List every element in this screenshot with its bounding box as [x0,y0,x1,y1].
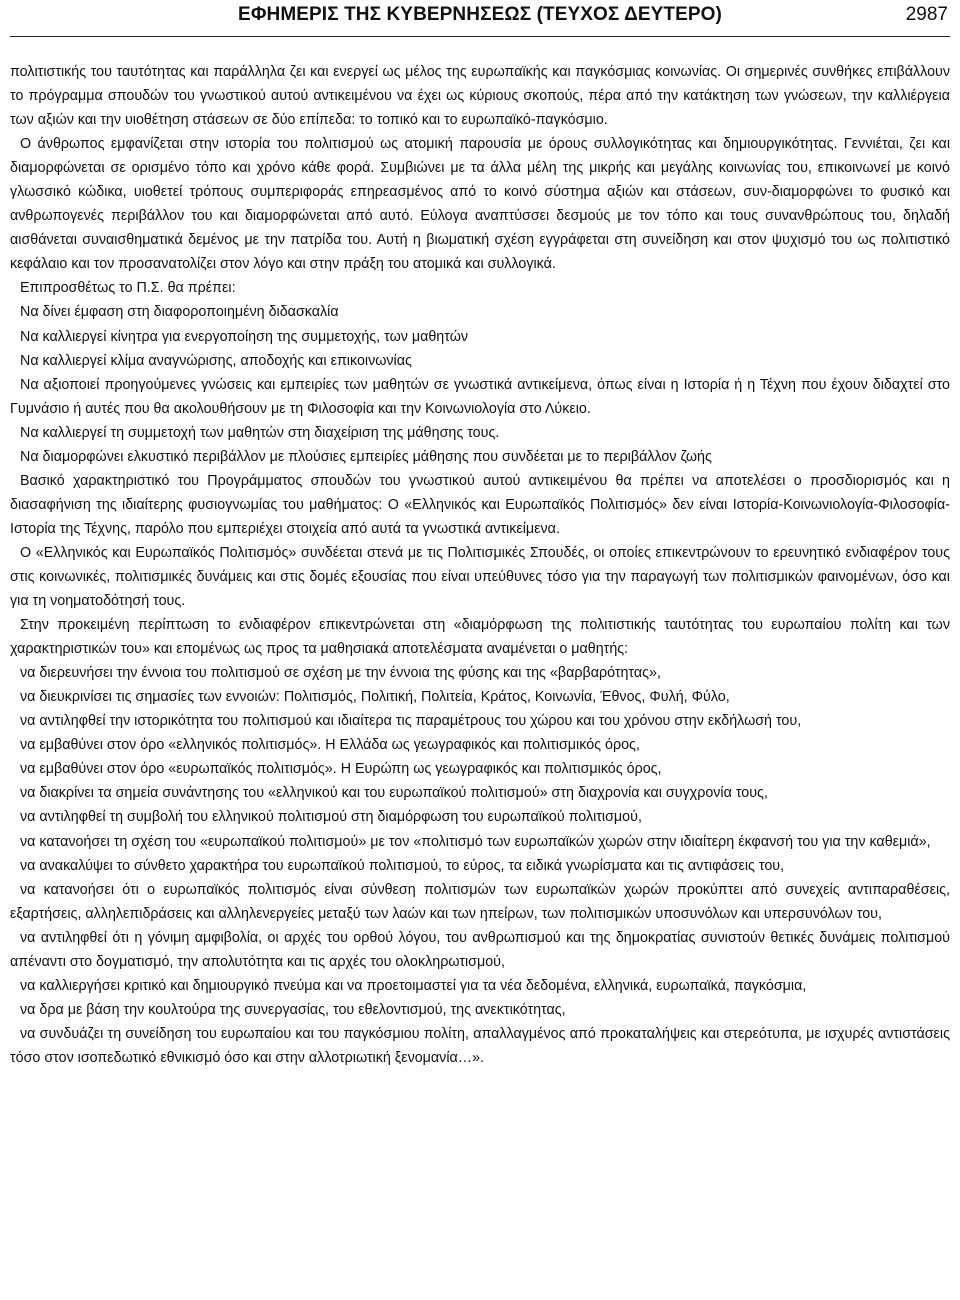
list-item: να ανακαλύψει το σύνθετο χαρακτήρα του ευρωπαϊκού πολιτισμού, το εύρος, τα ειδικά γνωρίσματα και τις αντιφάσεις του, [20,857,785,874]
list-item: Να αξιοποιεί προηγούμενες γνώσεις και εμπειρίες των μαθητών σε γνωστικά αντικείμενα, όπως είναι η Ιστορία ή η Τέχνη που έχουν διδαχτεί στο Γυμνάσιο ή αυτές που θα ακολουθήσουν με τη Φιλοσοφία και την Κοινωνιολογία στο Λύκειο. [10,376,950,417]
list-item: να διερευνήσει την έννοια του πολιτισμού σε σχέση με την έννοια της φύσης και της «βαρβαρότητας», [20,665,661,682]
paragraph: Στην προκειμένη περίπτωση το ενδιαφέρον επικεντρώνεται στη «διαμόρφωση της πολιτιστικής ταυτότητας του ευρωπαίου πολίτη και των χαρακτηριστικών του» και επομένως ως προς τα μαθησιακά αποτελέσματα αναμένεται ο μαθητής: [10,617,950,658]
list-item: Να διαμορφώνει ελκυστικό περιβάλλον με πλούσιες εμπειρίες μάθησης που συνδέεται με το περιβάλλον ζωής [20,448,712,465]
paragraph: Ο «Ελληνικός και Ευρωπαϊκός Πολιτισμός» συνδέεται στενά με τις Πολιτισμικές Σπουδές, οι οποίες επικεντρώνουν το ερευνητικό ενδιαφέρον τους στις κοινωνικές, πολιτισμικές δυνάμεις και στις δομές εξουσίας που είναι υπεύθυνες τόσο για την παραγωγή των πολιτισμικών φαινομένων, όσο και για τη νοηματοδότησή τους. [10,544,950,610]
list-item: να εμβαθύνει στον όρο «ευρωπαϊκός πολιτισμός». Η Ευρώπη ως γεωγραφικός και πολιτισμικός όρος, [20,761,662,778]
list-item: Να δίνει έμφαση στη διαφοροποιημένη διδασκαλία [20,304,339,321]
paragraph: Βασικό χαρακτηριστικό του Προγράμματος σπουδών του γνωστικού αυτού αντικειμένου θα πρέπει να αποτελέσει ο προσδιορισμός και η διασαφήνιση της ιδιαίτερης φυσιογνωμίας του μαθήματος: Ο «Ελληνικός και Ευρωπαϊκός Πολιτισμός» δεν είναι Ιστορία-Κοινωνιολογία-Φιλοσοφία-Ιστορία της Τέχνης, παρόλο που εμπεριέχει στοιχεία από αυτά τα γνωστικά αντικείμενα. [10,472,950,537]
page-header [10,0,950,37]
list-item: να κατανοήσει ότι ο ευρωπαϊκός πολιτισμός είναι σύνθεση πολιτισμών των ευρωπαϊκών χωρών προκύπτει από συνεχείς αντιπαραθέσεις, εξαρτήσεις, αλληλεπιδράσεις και αλληλενεργείες μεταξύ των λαών και των ηπείρων, των πολιτισμικών υποσυνόλων και υπερσυνόλων του, [10,881,950,922]
list-item: να αντιληφθεί τη συμβολή του ελληνικού πολιτισμού στη διαμόρφωση του ευρωπαϊκού πολιτισμού, [20,809,642,826]
list-item: να αντιληφθεί ότι η γόνιμη αμφιβολία, οι αρχές του ορθού λόγου, του ανθρωπισμού και της δημοκρατίας συνιστούν θετικές δυνάμεις πολιτισμού απέναντι στο δογματισμό, την απολυτότητα και τις αρχές του ολοκληρωτισμού, [10,929,950,970]
list-item: να δρα με βάση την κουλτούρα της συνεργασίας, του εθελοντισμού, της ανεκτικότητας, [20,1001,566,1018]
paragraph: πολιτιστικής του ταυτότητας και παράλληλα ζει και ενεργεί ως μέλος της ευρωπαϊκής και παγκόσμιας κοινωνίας. Οι σημερινές συνθήκες επιβάλλουν το πρόγραμμα σπουδών του γνωστικού αυτού αντικειμένου να έχει ως κύριους σκοπούς, πέρα από την κατάκτηση των γνώσεων, την καλλιέργεια των αξιών και την υιοθέτηση στάσεων σε δύο επίπεδα: το τοπικό και το ευρωπαϊκό-παγκόσμιο. [10,64,950,129]
list-item: να διακρίνει τα σημεία συνάντησης του «ελληνικού και του ευρωπαϊκού πολιτισμού» στη διαχρονία και συγχρονία τους, [20,785,768,802]
list-item: να διευκρινίσει τις σημασίες των εννοιών: Πολιτισμός, Πολιτική, Πολιτεία, Κράτος, Κοινωνία, Έθνος, Φυλή, Φύλο, [20,689,730,706]
list-item: Να καλλιεργεί κίνητρα για ενεργοποίηση της συμμετοχής, των μαθητών [20,328,469,345]
list-item: Να καλλιεργεί κλίμα αναγνώρισης, αποδοχής και επικοινωνίας [20,352,412,369]
list-item: να αντιληφθεί την ιστορικότητα του πολιτισμού και ιδιαίτερα τις παραμέτρους του χώρου και του χρόνου στην εκδήλωσή του, [20,713,802,730]
list-item: Να καλλιεργεί τη συμμετοχή των μαθητών στη διαχείριση της μάθησης τους. [20,424,500,441]
document-body [10,60,950,1070]
page-number: 2987 [905,4,948,25]
list-item: να εμβαθύνει στον όρο «ελληνικός πολιτισμός». Η Ελλάδα ως γεωγραφικός και πολιτισμικός όρος, [20,737,640,754]
journal-title: ΕΦΗΜΕΡΙΣ ΤΗΣ ΚΥΒΕΡΝΗΣΕΩΣ (ΤΕΥΧΟΣ ΔΕΥΤΕΡΟ) [238,4,722,25]
list-item: να κατανοήσει τη σχέση του «ευρωπαϊκού πολιτισμού» με τον «πολιτισμό των ευρωπαϊκών χωρών στην ιδιαίτερη έκφανσή του για την καθεμιά», [20,833,931,850]
paragraph: Επιπροσθέτως το Π.Σ. θα πρέπει: [20,280,236,297]
paragraph: Ο άνθρωπος εμφανίζεται στην ιστορία του πολιτισμού ως ατομική παρουσία με όρους συλλογικότητας και δημιουργικότητας. Γεννιέται, ζει και διαμορφώνεται σε ορισμένο τόπο και χρόνο κάθε φορά. Συμβιώνει με τα άλλα μέλη της μικρής και μεγάλης κοινωνίας του, επικοινωνεί με κοινό γλωσσικό κώδικα, υιοθετεί τρόπους συμπεριφοράς επηρεασμένος από το κοινό σύστημα αξιών και στάσεων, συν-διαμορφώνει το φυσικό και ανθρωπογενές περιβάλλον του και διαμορφώνεται από αυτό. Εύλογα αναπτύσσει δεσμούς με τον τόπο και τους συνανθρώπους του, δηλαδή αισθάνεται συναισθηματικά δεμένος με την πατρίδα του. Αυτή η βιωματική σχέση εγγράφεται στη συνείδηση και στον ψυχισμό του ως πολιτιστικό κεφάλαιο και τον προσανατολίζει στον λόγο και στην πράξη του ατομικά και συλλογικά. [10,136,950,273]
list-item: να συνδυάζει τη συνείδηση του ευρωπαίου και του παγκόσμιου πολίτη, απαλλαγμένος από προκαταλήψεις και στερεότυπα, με ισχυρές αντιστάσεις τόσο στον ισοπεδωτικό εθνικισμό όσο και στην αλλοτριωτική ξενομανία…». [10,1025,950,1066]
list-item: να καλλιεργήσει κριτικό και δημιουργικό πνεύμα και να προετοιμαστεί για τα νέα δεδομένα, ελληνικά, ευρωπαϊκά, παγκόσμια, [20,977,807,994]
